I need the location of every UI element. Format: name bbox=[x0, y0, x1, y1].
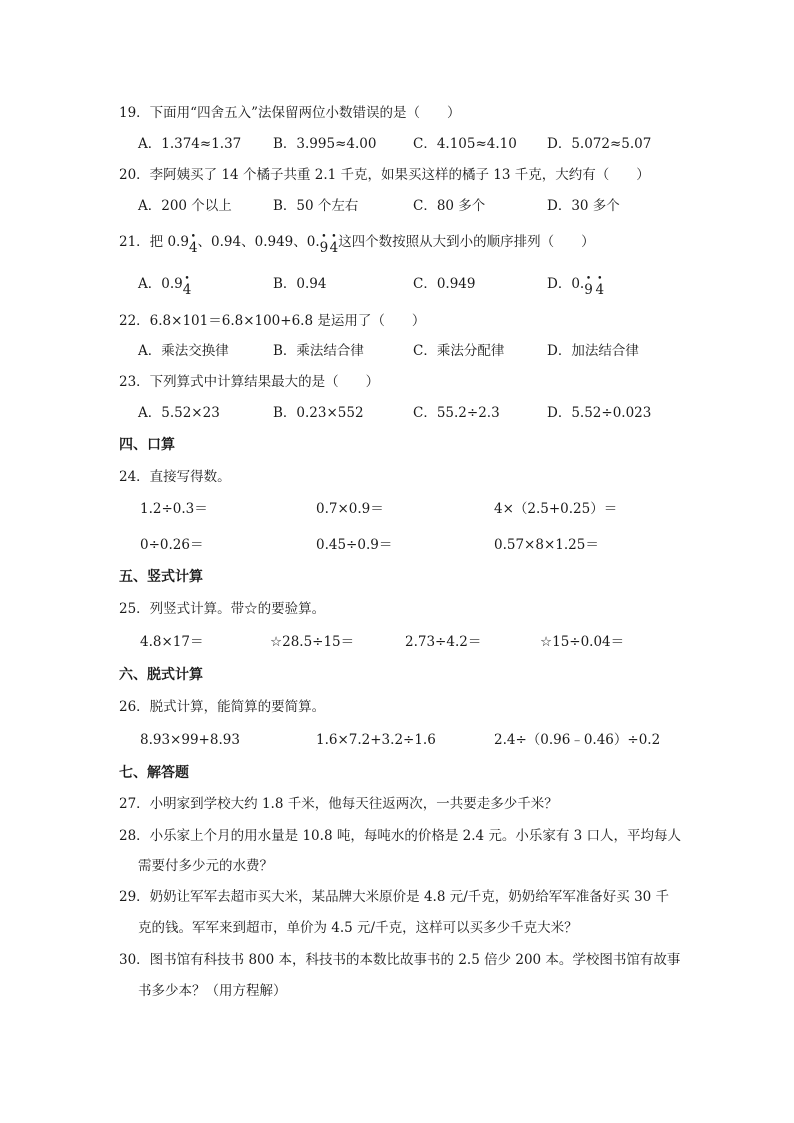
option-c: C．乘法分配律 bbox=[413, 343, 505, 359]
repeating-digit: • 9 bbox=[319, 232, 329, 256]
option-a: A．0.9 • 4 bbox=[138, 274, 192, 298]
question-19-stem: 19．下面用“四舍五入”法保留两位小数错误的是（ ） bbox=[119, 105, 461, 121]
question-30-continued: 书多少本？（用方程解） bbox=[138, 983, 287, 999]
option-d: D．5.52÷0.023 bbox=[547, 405, 652, 421]
calc-item: 2.73÷4.2＝ bbox=[405, 634, 482, 650]
q21-suffix: 这四个数按照从大到小的顺序排列（ ） bbox=[338, 234, 595, 250]
calc-item: ☆15÷0.04＝ bbox=[540, 634, 625, 650]
question-21-stem bbox=[119, 232, 595, 256]
repeating-digit: • 4 bbox=[188, 232, 198, 256]
section-heading: 四、口算 bbox=[119, 437, 175, 453]
option-d: D．加法结合律 bbox=[547, 343, 639, 359]
question-20-stem: 20．李阿姨买了 14 个橘子共重 2.1 千克，如果买这样的橘子 13 千克，大约有（ ） bbox=[119, 167, 650, 183]
section-heading: 五、竖式计算 bbox=[119, 569, 203, 585]
calc-item: 8.93×99+8.93 bbox=[140, 732, 240, 748]
option-a: A．5.52×23 bbox=[138, 405, 220, 421]
question-27-stem: 27．小明家到学校大约 1.8 千米，他每天往返两次，一共要走多少千米？ bbox=[119, 796, 558, 812]
calc-item: 4×（2.5+0.25）＝ bbox=[494, 501, 618, 517]
option-d: D．5.072≈5.07 bbox=[547, 136, 652, 152]
repeating-digit: • 4 bbox=[595, 274, 605, 298]
repeating-digit: • 9 bbox=[584, 274, 593, 298]
section-heading: 七、解答题 bbox=[119, 765, 189, 781]
calc-item: 1.2÷0.3＝ bbox=[140, 501, 208, 517]
option-c: C．4.105≈4.10 bbox=[413, 136, 517, 152]
option-b: B．50 个左右 bbox=[273, 198, 359, 214]
calc-item: 0.7×0.9＝ bbox=[316, 501, 384, 517]
calc-item: ☆28.5÷15＝ bbox=[270, 634, 355, 650]
question-29-continued: 克的钱。军军来到超市，单价为 4.5 元/千克，这样可以买多少千克大米？ bbox=[138, 920, 578, 936]
question-29-stem: 29．奶奶让军军去超市买大米，某品牌大米原价是 4.8 元/千克，奶奶给军军准备好买 30 千 bbox=[119, 889, 670, 905]
option-d: D．30 多个 bbox=[547, 198, 620, 214]
option-b: B．乘法结合律 bbox=[273, 343, 364, 359]
question-30-stem: 30．图书馆有科技书 800 本，科技书的本数比故事书的 2.5 倍少 200 本。学校图书馆有故事 bbox=[119, 952, 681, 968]
question-28-continued: 需要付多少元的水费？ bbox=[138, 858, 273, 874]
option-b: B．3.995≈4.00 bbox=[273, 136, 377, 152]
option-b: B．0.23×552 bbox=[273, 405, 364, 421]
q21-mid: 、0.94、0.949、0. bbox=[197, 234, 320, 250]
q21-prefix: 21．把 0.9 bbox=[119, 234, 189, 250]
calc-item: 1.6×7.2+3.2÷1.6 bbox=[316, 732, 436, 748]
question-23-stem: 23．下列算式中计算结果最大的是（ ） bbox=[119, 374, 380, 390]
option-a: A．200 个以上 bbox=[138, 198, 232, 214]
option-c: C．80 多个 bbox=[413, 198, 486, 214]
question-22-stem: 22．6.8×101＝6.8×100+6.8 是运用了（ ） bbox=[119, 313, 426, 329]
calc-item: 4.8×17＝ bbox=[140, 634, 204, 650]
repeating-digit: • 4 bbox=[329, 232, 339, 256]
option-a: A．乘法交换律 bbox=[138, 343, 229, 359]
section-heading: 六、脱式计算 bbox=[119, 667, 203, 683]
option-c: C．0.949 bbox=[413, 276, 476, 292]
option-c: C．55.2÷2.3 bbox=[413, 405, 500, 421]
question-25-stem: 25．列竖式计算。带☆的要验算。 bbox=[119, 601, 326, 617]
option-a: A．1.374≈1.37 bbox=[138, 136, 242, 152]
calc-item: 2.4÷（0.96﹣0.46）÷0.2 bbox=[494, 732, 661, 748]
question-26-stem: 26．脱式计算，能简算的要简算。 bbox=[119, 699, 326, 715]
calc-item: 0.57×8×1.25＝ bbox=[494, 537, 599, 553]
calc-item: 0÷0.26＝ bbox=[140, 537, 204, 553]
calc-item: 0.45÷0.9＝ bbox=[316, 537, 393, 553]
question-28-stem: 28．小乐家上个月的用水量是 10.8 吨，每吨水的价格是 2.4 元。小乐家有 3 口人，平均每人 bbox=[119, 828, 682, 844]
option-b: B．0.94 bbox=[273, 276, 327, 292]
option-d: D．0. • 9 • 4 bbox=[547, 274, 605, 298]
repeating-digit: • 4 bbox=[182, 274, 192, 298]
question-24-stem: 24．直接写得数。 bbox=[119, 469, 231, 485]
